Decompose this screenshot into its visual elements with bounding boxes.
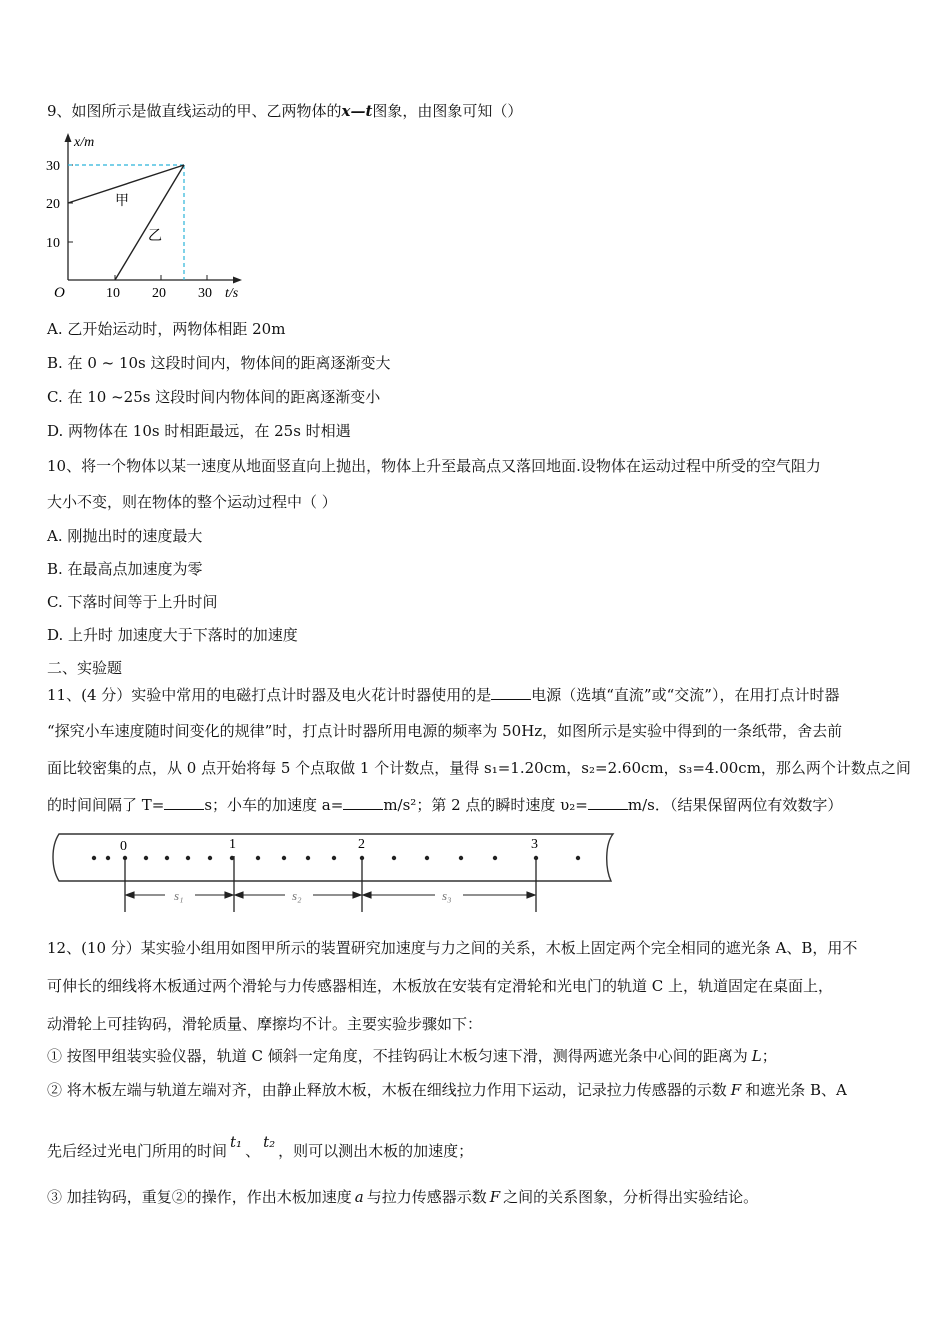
q12-step1-text: ① 按图甲组装实验仪器，轨道 C 倾斜一定角度，不挂钩码让木板匀速下滑，测得两遮光条中心间的距离为 xyxy=(47,1047,748,1065)
q11-segment-label-s1: s₁ xyxy=(174,888,184,903)
q12-step2b-sep: 、 xyxy=(245,1142,261,1160)
q11-segment-label-s3: s₃ xyxy=(442,888,452,903)
q10-option-b: B. 在最高点加速度为零 xyxy=(47,560,203,578)
q12-step2b xyxy=(47,1133,474,1162)
q12-step3 xyxy=(47,1186,758,1208)
q9-xtick-label-20: 20 xyxy=(152,286,166,301)
q9-option-b: B. 在 0 ~ 10s 这段时间内，物体间的距离逐渐变大 xyxy=(47,354,391,372)
q11-blank-period[interactable] xyxy=(164,795,204,810)
q11-blank-power[interactable] xyxy=(491,685,531,700)
q11-line4-c: m/s²；第 2 点的瞬时速度 υ₂= xyxy=(383,796,588,814)
q12-step3-F: F xyxy=(489,1188,501,1206)
q12-step2b-pre: 先后经过光电门所用的时间 xyxy=(47,1142,228,1160)
q12-step2-var: F xyxy=(730,1081,742,1099)
q12-line1: 12、(10 分）某实验小组用如图甲所示的装置研究加速度与力之间的关系，木板上固定两个完全相同的遮光条 A、B，用不 xyxy=(47,939,858,957)
q12-step1-end: ； xyxy=(761,1047,777,1065)
q9-option-a: A. 乙开始运动时，两物体相距 20m xyxy=(47,320,286,338)
q12-line2: 可伸长的细线将木板通过两个滑轮与力传感器相连，木板放在安装有定滑轮和光电门的轨道 C 上，轨道固定在桌面上， xyxy=(47,977,834,995)
q11-tape-label-1: 1 xyxy=(229,837,236,852)
q11-line3: 面比较密集的点，从 0 点开始将每 5 个点取做 1 个计数点，量得 s₁=1.20cm，s₂=2.60cm，s₃=4.00cm，那么两个计数点之间 xyxy=(47,759,911,777)
q9-option-d: D. 两物体在 10s 时相距最远，在 25s 时相遇 xyxy=(47,422,351,440)
q11-line1 xyxy=(47,684,839,706)
q11-segment-label-s2: s₂ xyxy=(292,888,302,903)
q12-step2-text: ② 将木板左端与轨道左端对齐，由静止释放木板，木板在细线拉力作用下运动，记录拉力传感器的示数 xyxy=(47,1081,727,1099)
q9-line-yi xyxy=(115,165,184,280)
q11-line4-d: m/s．（结果保留两位有效数字） xyxy=(627,796,843,814)
q12-step3-post: 之间的关系图象，分析得出实验结论。 xyxy=(503,1188,759,1206)
q11-line4-a: 的时间间隔了 T= xyxy=(47,796,165,814)
q12-step3-mid: 与拉力传感器示数 xyxy=(366,1188,487,1206)
q9-x-axis-label: t/s xyxy=(225,286,239,301)
q11-blank-acceleration[interactable] xyxy=(343,795,383,810)
q9-xt-graph xyxy=(40,130,260,305)
q12-step2b-t1: t₁ xyxy=(230,1133,243,1151)
q9-y-axis-arrow xyxy=(65,133,72,142)
q9-stem-post: 图象，由图象可知（） xyxy=(372,102,523,120)
q11-line4 xyxy=(47,794,842,816)
q9-stem xyxy=(47,100,522,122)
q12-step3-a: a xyxy=(354,1188,364,1206)
q10-stem-line1: 10、将一个物体以某一速度从地面竖直向上抛出，物体上升至最高点又落回地面.设物体在运动过程中所受的空气阻力 xyxy=(47,457,821,475)
q12-step2b-t2: t₂ xyxy=(263,1133,276,1151)
q12-step2-end: 和遮光条 B、A xyxy=(745,1081,847,1099)
q11-blank-velocity[interactable] xyxy=(588,795,628,810)
q12-line3: 动滑轮上可挂钩码，滑轮质量、摩擦均不计。主要实验步骤如下： xyxy=(47,1015,483,1033)
q12-step3-pre: ③ 加挂钩码，重复②的操作，作出木板加速度 xyxy=(47,1188,352,1206)
q12-step2b-post: ，则可以测出木板的加速度； xyxy=(278,1142,474,1160)
q11-tape-dots xyxy=(92,856,580,860)
q9-xtick-label-10: 10 xyxy=(106,286,120,301)
q9-ytick-label-10: 10 xyxy=(46,236,60,251)
q10-option-a: A. 刚抛出时的速度最大 xyxy=(47,527,203,545)
q11-tape-label-3: 3 xyxy=(531,837,538,852)
q9-origin-label: O xyxy=(54,285,65,301)
q10-option-c: C. 下落时间等于上升时间 xyxy=(47,593,218,611)
q12-step1-var: L xyxy=(751,1047,762,1065)
q11-line1-post: 电源（选填“直流”或“交流”），在用打点计时器 xyxy=(531,686,840,704)
q9-xtick-label-30: 30 xyxy=(198,286,212,301)
q9-ytick-label-20: 20 xyxy=(46,197,60,212)
q9-stem-var: x—t xyxy=(341,102,373,120)
q10-stem-line2: 大小不变，则在物体的整个运动过程中（ ） xyxy=(47,493,337,511)
q11-tape-label-0: 0 xyxy=(120,839,127,854)
q10-option-d: D. 上升时 加速度大于下落时的加速度 xyxy=(47,626,298,644)
q12-step1 xyxy=(47,1045,777,1067)
q9-stem-pre: 9、如图所示是做直线运动的甲、乙两物体的 xyxy=(47,102,342,120)
q9-option-c: C. 在 10 ~25s 这段时间内物体间的距离逐渐变小 xyxy=(47,388,381,406)
q11-line1-pre: 11、(4 分）实验中常用的电磁打点计时器及电火花计时器使用的是 xyxy=(47,686,492,704)
q11-line2: “探究小车速度随时间变化的规律”时，打点计时器所用电源的频率为 50Hz，如图所示是实验中得到的一条纸带，舍去前 xyxy=(47,722,843,740)
q9-x-axis-arrow xyxy=(233,277,242,284)
q11-tape-label-2: 2 xyxy=(358,837,365,852)
q11-paper-tape xyxy=(45,828,625,918)
section-title-experiment: 二、实验题 xyxy=(47,659,123,677)
q9-ytick-label-30: 30 xyxy=(46,159,60,174)
q9-label-jia: 甲 xyxy=(115,194,129,209)
q9-label-yi: 乙 xyxy=(148,229,162,244)
q9-y-axis-label: x/m xyxy=(74,135,95,150)
q11-line4-b: s；小车的加速度 a= xyxy=(204,796,344,814)
q12-step2 xyxy=(47,1079,847,1101)
